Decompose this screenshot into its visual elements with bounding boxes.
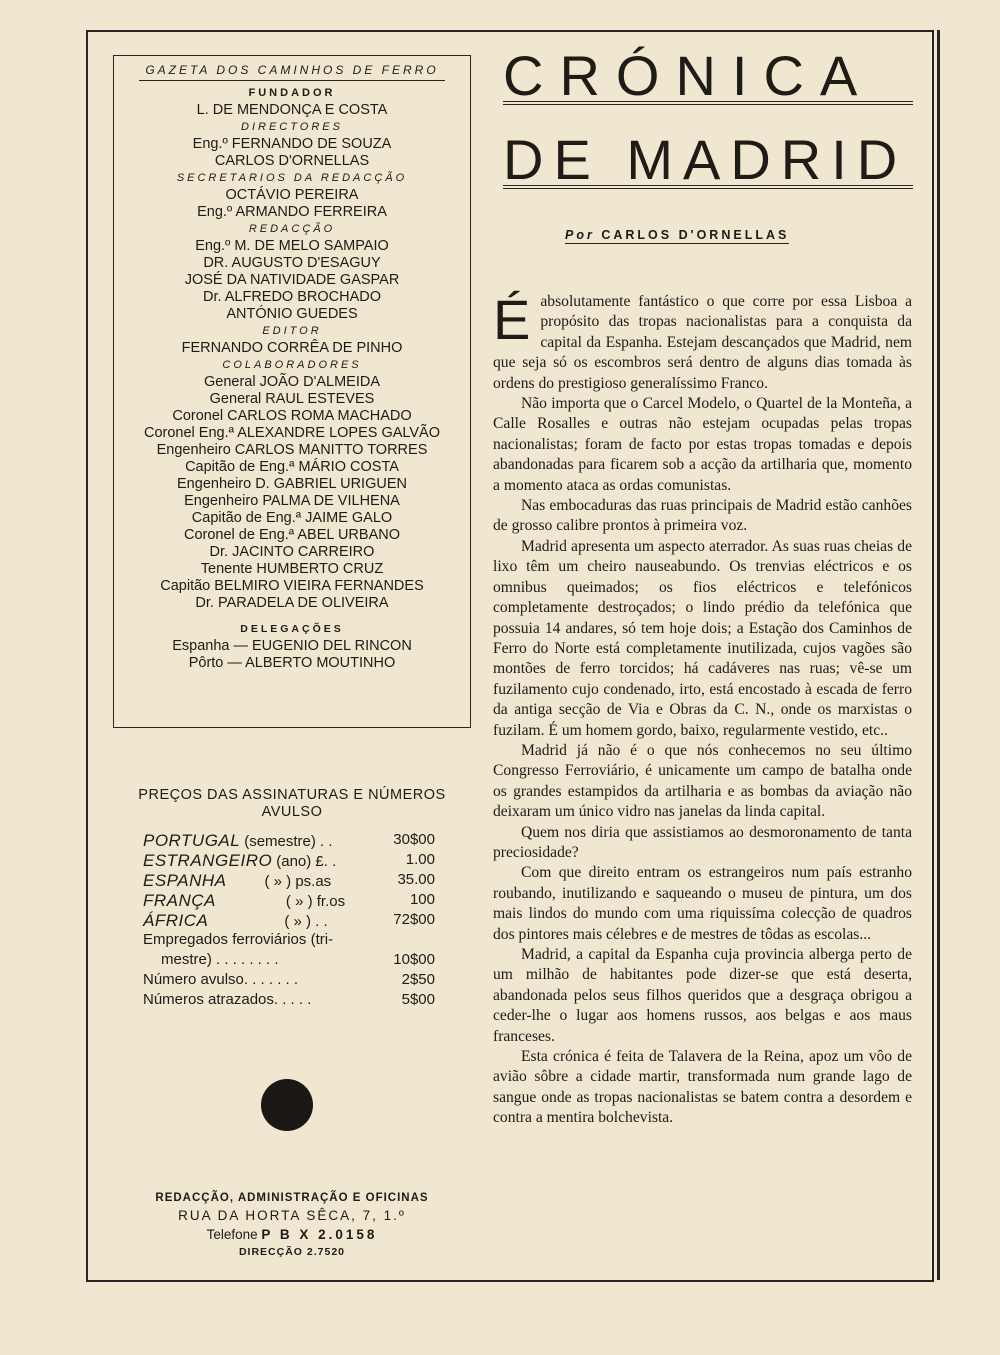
article-byline xyxy=(565,228,789,244)
gazeta-title: GAZETA DOS CAMINHOS DE FERRO xyxy=(139,63,445,81)
fundador-name: L. DE MENDONÇA E COSTA xyxy=(196,102,388,118)
price-country: ÁFRICA xyxy=(143,911,209,930)
price-value: 72$00 xyxy=(393,911,435,928)
drop-cap: É xyxy=(493,288,531,351)
colaborador-name: Engenheiro CARLOS MANITTO TORRES xyxy=(156,442,428,458)
price-country: ESTRANGEIRO xyxy=(143,851,273,870)
price-country: ESPANHA xyxy=(143,871,227,890)
redaccao-name: DR. AUGUSTO D'ESAGUY xyxy=(203,255,381,271)
telefone-label: Telefone xyxy=(206,1227,258,1242)
price-value: 2$50 xyxy=(401,971,435,988)
article-paragraph xyxy=(493,288,912,394)
article-paragraph: Madrid, a capital da Espanha cuja provincia alberga perto de um milhão de habitantes pode dizer-se que está deserta, abandonada pelos seus filhos queridos que a desgraça obrigou a ceder-lhe o lugar aos homens russos, aos belgas e aos maus franceses. xyxy=(493,946,912,1045)
price-note: (ano) £. . xyxy=(276,853,337,870)
article-paragraph: Esta crónica é feita de Talavera de la Reina, apoz um vôo de avião sôbre a cidade martir, transformada num grande lago de sangue onde as tropas nacionalistas se batem contra a desordem e contra a mentira bolchevista. xyxy=(493,1048,912,1127)
price-country: PORTUGAL xyxy=(143,831,241,850)
colaborador-name: General RAUL ESTEVES xyxy=(209,391,375,407)
price-text: Números atrazados. . . . . xyxy=(143,991,312,1008)
delegacoes-heading: DELEGAÇÕES xyxy=(240,623,344,635)
colaborador-name: Coronel de Eng.ª ABEL URBANO xyxy=(184,527,400,543)
price-row xyxy=(143,911,471,931)
masthead xyxy=(113,63,471,672)
article-paragraph: Com que direito entram os estrangeiros num país estranho roubando, inutilizando e saqueando o museu de pintura, um dos mais lindos do mundo com uma riquissíma colecção de quadros dos pintores mais célebres e de mestres de tôdas as escolas... xyxy=(493,864,912,943)
byline-author: CARLOS D'ORNELLAS xyxy=(601,228,790,242)
editor-name: FERNANDO CORRÊA DE PINHO xyxy=(181,340,403,356)
redaccao-name: Eng.º M. DE MELO SAMPAIO xyxy=(195,238,389,254)
colaborador-name: Dr. JACINTO CARREIRO xyxy=(209,544,375,560)
secretario-name: Eng.º ARMANDO FERREIRA xyxy=(197,204,387,220)
prices-table xyxy=(113,831,471,1011)
price-text: Número avulso. . . . . . . xyxy=(143,971,299,988)
redaccao-name: Dr. ALFREDO BROCHADO xyxy=(202,289,382,305)
colaborador-name: Engenheiro PALMA DE VILHENA xyxy=(184,493,400,509)
director-name: Eng.º FERNANDO DE SOUZA xyxy=(192,136,392,152)
prices-title-2: AVULSO xyxy=(261,804,323,820)
ink-dot xyxy=(261,1079,313,1131)
price-value: 35.00 xyxy=(397,871,435,888)
spacer xyxy=(113,612,471,621)
price-text: Empregados ferroviários (tri- xyxy=(143,931,334,948)
article-paragraph: Madrid apresenta um aspecto aterrador. As suas ruas cheias de lixo têm um cheiro nauseabundo. Os trenvias eléctricos e os omnibus queimados; os fios eléctricos e telefónicos completamente destroçados; o lindo prédio da telefónica que possuia 14 andares, só tem hoje dois; a Estação dos Caminhos de Ferro do Norte está completamente inutilizada, cujos vagões são montões de ferro torcidos; há cadáveres nas ruas; vê-se um fuzilamento cujo condenado, irto, está encostado à escada de ferro da antiga secção de Via e Obras da C. N., onde os marxistas o fuzilam. É um homem gordo, baixo, regularmente vestido, etc.. xyxy=(493,537,912,739)
subscription-prices xyxy=(113,787,471,1011)
colaborador-name: Capitão BELMIRO VIEIRA FERNANDES xyxy=(160,578,424,594)
price-value: 1.00 xyxy=(405,851,435,868)
price-value: 10$00 xyxy=(393,951,435,968)
price-row xyxy=(143,871,471,891)
director-name: CARLOS D'ORNELLAS xyxy=(214,153,370,169)
prices-title: PREÇOS DAS ASSINATURAS E NÚMEROS xyxy=(138,787,446,803)
footer-offices: REDACÇÃO, ADMINISTRAÇÃO E OFICINAS xyxy=(155,1192,429,1204)
price-row xyxy=(143,851,471,871)
fundador-heading: FUNDADOR xyxy=(248,87,336,99)
colaborador-name: Engenheiro D. GABRIEL URIGUEN xyxy=(177,476,407,492)
price-country: FRANÇA xyxy=(143,891,216,910)
address-footer xyxy=(113,1190,471,1260)
price-value: 100 xyxy=(409,891,435,908)
page-edge-rule xyxy=(937,30,940,1280)
price-note: ( » ) fr.os xyxy=(285,893,346,910)
price-note: (semestre) . . xyxy=(244,833,333,850)
price-row xyxy=(143,891,471,911)
editor-heading: EDITOR xyxy=(262,325,322,337)
price-row xyxy=(143,951,471,971)
footer-telephone xyxy=(113,1226,471,1244)
footer-address: RUA DA HORTA SÊCA, 7, 1.º xyxy=(178,1208,406,1223)
delegacao-line: Espanha — EUGENIO DEL RINCON xyxy=(172,638,412,654)
article-paragraph: Não importa que o Carcel Modelo, o Quartel de la Monteña, a Calle Rosalles e outras não estejam ocupadas pelas tropas nacionalistas; foram de facto por estas tropas tomadas e depois abandonadas para ficarem sob a acção da artilharia que, momento a momento ataca as ordas comunistas. xyxy=(493,395,912,494)
directores-heading: DIRECTORES xyxy=(241,121,343,133)
footer-direccao: DIRECÇÃO 2.7520 xyxy=(238,1246,346,1258)
price-value: 30$00 xyxy=(393,831,435,848)
price-note: ( » ) ps.as xyxy=(264,873,332,890)
redaccao-name: JOSÉ DA NATIVIDADE GASPAR xyxy=(184,272,400,288)
colaborador-name: Coronel CARLOS ROMA MACHADO xyxy=(172,408,412,424)
redaccao-name: ANTÓNIO GUEDES xyxy=(226,306,358,322)
article-paragraph: Nas embocaduras das ruas principais de Madrid estão canhões de grosso calibre prontos à primeira voz. xyxy=(493,497,912,535)
price-note: ( » ) . . xyxy=(284,913,328,930)
secretario-name: OCTÁVIO PEREIRA xyxy=(225,187,359,203)
price-row xyxy=(143,831,471,851)
delegacao-line: Pôrto — ALBERTO MOUTINHO xyxy=(188,655,396,671)
redaccao-heading: REDACÇÃO xyxy=(248,223,336,235)
price-value: 5$00 xyxy=(401,991,435,1008)
secretarios-heading: SECRETARIOS DA REDACÇÃO xyxy=(176,172,408,184)
paragraph-text: absolutamente fantástico o que corre por essa Lisboa a propósito das tropas nacionalistas para a conquista da capital da Espanha. Estejam descançados que Madrid, nem que seja só os escombros será dentro de alguns dias tomada às ordens do prestigioso generalíssimo Franco. xyxy=(493,293,912,392)
colaborador-name: Tenente HUMBERTO CRUZ xyxy=(200,561,384,577)
article-paragraph: Quem nos diria que assistiamos ao desmoronamento de tanta preciosidade? xyxy=(493,823,912,861)
price-row xyxy=(143,971,471,991)
price-text: mestre) . . . . . . . . xyxy=(161,951,279,968)
article-title-line-1: CRÓNICA xyxy=(503,44,874,107)
article-title-line-2: DE MADRID xyxy=(503,128,908,191)
price-row xyxy=(143,991,471,1011)
colaborador-name: Capitão de Eng.ª MÁRIO COSTA xyxy=(185,459,399,475)
colaborador-name: Coronel Eng.ª ALEXANDRE LOPES GALVÃO xyxy=(143,425,441,441)
colaborador-name: General JOÃO D'ALMEIDA xyxy=(203,374,381,390)
article-paragraph: Madrid já não é o que nós conhecemos no seu último Congresso Ferroviário, é unicamente um campo de batalha onde os grandes estampidos da artilharia e as bombas da aviação não deixaram um único vidro nas janelas da linda capital. xyxy=(493,741,912,821)
article-body xyxy=(493,288,912,1129)
colaboradores-heading: COLABORADORES xyxy=(222,359,362,371)
price-row xyxy=(143,931,471,951)
colaborador-name: Capitão de Eng.ª JAIME GALO xyxy=(191,510,393,526)
colaborador-name: Dr. PARADELA DE OLIVEIRA xyxy=(195,595,389,611)
telefone-number: P B X 2.0158 xyxy=(261,1227,378,1242)
byline-por: Por xyxy=(565,228,595,242)
